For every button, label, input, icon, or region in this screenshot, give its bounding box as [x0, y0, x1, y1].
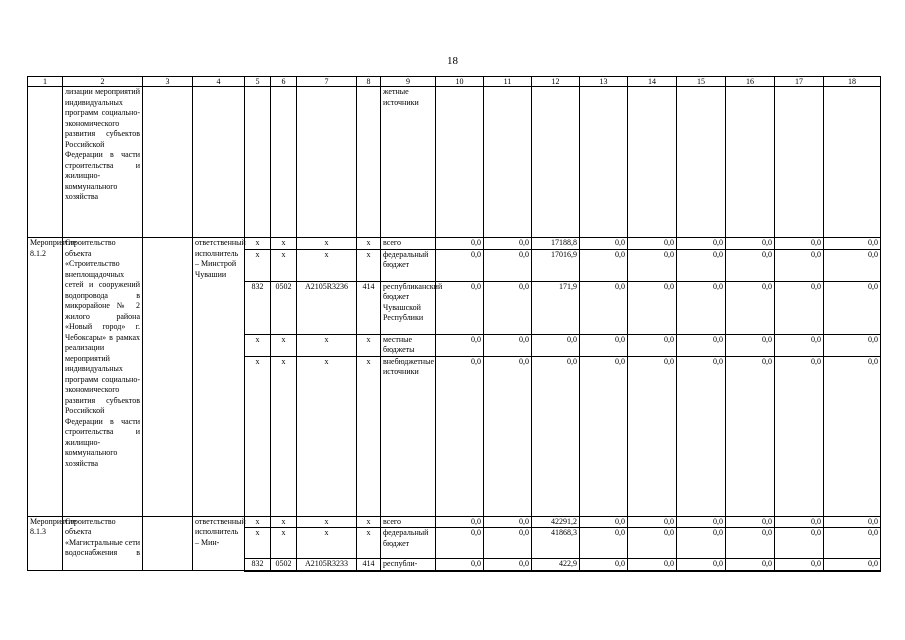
budget-code-cell: x: [297, 334, 357, 356]
value-cell: 0,0: [775, 249, 824, 281]
funding-source-cell: республи-: [381, 559, 436, 571]
header-cell: 7: [297, 77, 357, 87]
value-cell: 0,0: [436, 559, 484, 571]
budget-code-cell: x: [297, 356, 357, 516]
funding-source-cell: внебюджетные источники: [381, 356, 436, 516]
program-table: [27, 76, 881, 572]
value-cell: 0,0: [484, 281, 532, 334]
budget-code-cell: x: [245, 334, 271, 356]
value-cell: 0,0: [628, 559, 677, 571]
value-cell: 0,0: [532, 356, 580, 516]
budget-code-cell: 0502: [271, 559, 297, 571]
value-cell: 0,0: [726, 334, 775, 356]
value-cell: 42291,2: [532, 516, 580, 528]
value-cell: 0,0: [580, 528, 628, 559]
header-cell: 11: [484, 77, 532, 87]
value-cell: 0,0: [677, 516, 726, 528]
header-cell: 6: [271, 77, 297, 87]
budget-code-cell: x: [297, 238, 357, 250]
empty-cell: [143, 516, 193, 571]
budget-code-cell: x: [271, 238, 297, 250]
value-cell: 0,0: [726, 281, 775, 334]
value-cell: 0,0: [628, 356, 677, 516]
continuation-row: [28, 87, 881, 238]
executor-cell: ответственный исполнитель – Минстрой Чувашии: [193, 238, 245, 517]
value-cell: 0,0: [436, 334, 484, 356]
value-cell: 0,0: [824, 334, 881, 356]
value-cell: 0,0: [775, 516, 824, 528]
header-row: [28, 77, 881, 87]
value-cell: 0,0: [726, 559, 775, 571]
header-cell: 4: [193, 77, 245, 87]
value-cell: 0,0: [726, 528, 775, 559]
value-cell: 0,0: [726, 516, 775, 528]
value-cell: 0,0: [436, 249, 484, 281]
budget-code-cell: 832: [245, 281, 271, 334]
header-cell: 3: [143, 77, 193, 87]
header-cell: 9: [381, 77, 436, 87]
value-cell: 0,0: [824, 281, 881, 334]
value-cell: 0,0: [824, 249, 881, 281]
executor-cell: ответственный исполнитель – Мин-: [193, 516, 245, 571]
funding-source-cell: местные бюджеты: [381, 334, 436, 356]
empty-cell: [143, 87, 193, 238]
budget-code-cell: x: [245, 238, 271, 250]
budget-code-cell: x: [271, 249, 297, 281]
value-cell: [677, 87, 726, 238]
value-cell: 0,0: [677, 559, 726, 571]
value-cell: 0,0: [775, 334, 824, 356]
budget-code-cell: x: [357, 249, 381, 281]
value-cell: 41868,3: [532, 528, 580, 559]
budget-code-cell: x: [245, 356, 271, 516]
value-cell: 0,0: [726, 249, 775, 281]
value-cell: 0,0: [677, 249, 726, 281]
header-cell: 18: [824, 77, 881, 87]
value-cell: 17188,8: [532, 238, 580, 250]
header-cell: 14: [628, 77, 677, 87]
budget-code-cell: x: [245, 249, 271, 281]
funding-source-cell: всего: [381, 238, 436, 250]
value-cell: [532, 87, 580, 238]
value-cell: 0,0: [628, 238, 677, 250]
value-cell: 0,0: [824, 559, 881, 571]
value-cell: 0,0: [484, 528, 532, 559]
budget-code-cell: x: [357, 238, 381, 250]
empty-cell: [271, 87, 297, 238]
value-cell: 0,0: [775, 559, 824, 571]
budget-code-cell: x: [357, 516, 381, 528]
funding-source-cell: федеральный бюджет: [381, 249, 436, 281]
value-cell: 0,0: [726, 356, 775, 516]
value-cell: [775, 87, 824, 238]
budget-code-cell: x: [297, 528, 357, 559]
value-cell: 0,0: [436, 356, 484, 516]
header-cell: 5: [245, 77, 271, 87]
header-cell: 2: [63, 77, 143, 87]
budget-code-cell: x: [271, 334, 297, 356]
value-cell: [484, 87, 532, 238]
value-cell: 0,0: [436, 528, 484, 559]
value-cell: [726, 87, 775, 238]
value-cell: 0,0: [677, 334, 726, 356]
value-cell: 0,0: [484, 356, 532, 516]
budget-code-cell: x: [271, 516, 297, 528]
budget-code-cell: 414: [357, 559, 381, 571]
executor-cell: [193, 87, 245, 238]
value-cell: 17016,9: [532, 249, 580, 281]
value-cell: 0,0: [484, 516, 532, 528]
value-cell: 0,0: [628, 516, 677, 528]
value-cell: 0,0: [824, 238, 881, 250]
value-cell: 0,0: [580, 238, 628, 250]
value-cell: 0,0: [484, 559, 532, 571]
value-cell: 0,0: [628, 281, 677, 334]
value-cell: 0,0: [775, 528, 824, 559]
value-cell: 171,9: [532, 281, 580, 334]
value-cell: 0,0: [824, 516, 881, 528]
value-cell: [436, 87, 484, 238]
code-cell: [28, 87, 63, 238]
budget-code-cell: x: [245, 528, 271, 559]
header-cell: 1: [28, 77, 63, 87]
budget-code-cell: x: [357, 334, 381, 356]
empty-cell: [245, 87, 271, 238]
value-cell: 0,0: [824, 356, 881, 516]
header-cell: 8: [357, 77, 381, 87]
budget-code-cell: x: [271, 528, 297, 559]
value-cell: [580, 87, 628, 238]
value-cell: 0,0: [580, 559, 628, 571]
budget-code-cell: x: [245, 516, 271, 528]
value-cell: 0,0: [677, 356, 726, 516]
value-cell: 0,0: [580, 249, 628, 281]
header-cell: 16: [726, 77, 775, 87]
value-cell: 0,0: [484, 249, 532, 281]
header-cell: 13: [580, 77, 628, 87]
budget-code-cell: x: [357, 528, 381, 559]
value-cell: [824, 87, 881, 238]
value-cell: 0,0: [580, 356, 628, 516]
measure-name-cell: Строительство объекта «Строительство внеплощадочных сетей и сооружений водопровода в микрорайоне № 2 жилого района «Новый город» г. Чебоксары» в рамках реализации мероприятий индивидуальных программ социально-экономического развития субъектов Российской Федерации в части строительства и жилищно-коммунального хозяйства: [63, 238, 143, 517]
measure-name-cell: Строительство объекта «Магистральные сети водоснабжения в: [63, 516, 143, 571]
budget-code-cell: x: [357, 356, 381, 516]
value-cell: 0,0: [677, 528, 726, 559]
empty-cell: [357, 87, 381, 238]
budget-code-cell: A2105R3236: [297, 281, 357, 334]
header-cell: 17: [775, 77, 824, 87]
budget-code-cell: 0502: [271, 281, 297, 334]
funding-source-cell: всего: [381, 516, 436, 528]
value-cell: 0,0: [628, 528, 677, 559]
value-cell: 0,0: [484, 238, 532, 250]
empty-cell: [297, 87, 357, 238]
value-cell: 0,0: [824, 528, 881, 559]
budget-code-cell: x: [297, 249, 357, 281]
value-cell: 0,0: [580, 334, 628, 356]
value-cell: 0,0: [628, 249, 677, 281]
budget-code-cell: 832: [245, 559, 271, 571]
value-cell: 0,0: [580, 281, 628, 334]
value-cell: 0,0: [532, 334, 580, 356]
value-cell: 0,0: [677, 281, 726, 334]
value-cell: 0,0: [628, 334, 677, 356]
value-cell: 0,0: [677, 238, 726, 250]
measure-name-cell: лизации мероприятий индивидуальных программ социально-экономического развития субъектов Российской Федерации в части строительства и жилищно-коммунального хозяйства: [63, 87, 143, 238]
value-cell: [628, 87, 677, 238]
funding-source-cell: федеральный бюджет: [381, 528, 436, 559]
page-number: 18: [447, 55, 458, 67]
measure-code-cell: Мероприятие 8.1.2: [28, 238, 63, 517]
header-cell: 12: [532, 77, 580, 87]
value-cell: 0,0: [436, 238, 484, 250]
budget-code-cell: 414: [357, 281, 381, 334]
value-cell: 0,0: [775, 356, 824, 516]
value-cell: 422,9: [532, 559, 580, 571]
budget-code-cell: x: [297, 516, 357, 528]
budget-code-cell: x: [271, 356, 297, 516]
value-cell: 0,0: [436, 281, 484, 334]
value-cell: 0,0: [436, 516, 484, 528]
budget-code-cell: A2105R3233: [297, 559, 357, 571]
value-cell: 0,0: [484, 334, 532, 356]
measure-row: [28, 516, 881, 528]
measure-code-cell: Мероприятие 8.1.3: [28, 516, 63, 571]
value-cell: 0,0: [726, 238, 775, 250]
header-cell: 15: [677, 77, 726, 87]
header-cell: 10: [436, 77, 484, 87]
value-cell: 0,0: [775, 238, 824, 250]
funding-source-cell: жетные источники: [381, 87, 436, 238]
empty-cell: [143, 238, 193, 517]
funding-source-cell: республиканский бюджет Чувашской Республики: [381, 281, 436, 334]
value-cell: 0,0: [775, 281, 824, 334]
measure-row: [28, 238, 881, 250]
value-cell: 0,0: [580, 516, 628, 528]
